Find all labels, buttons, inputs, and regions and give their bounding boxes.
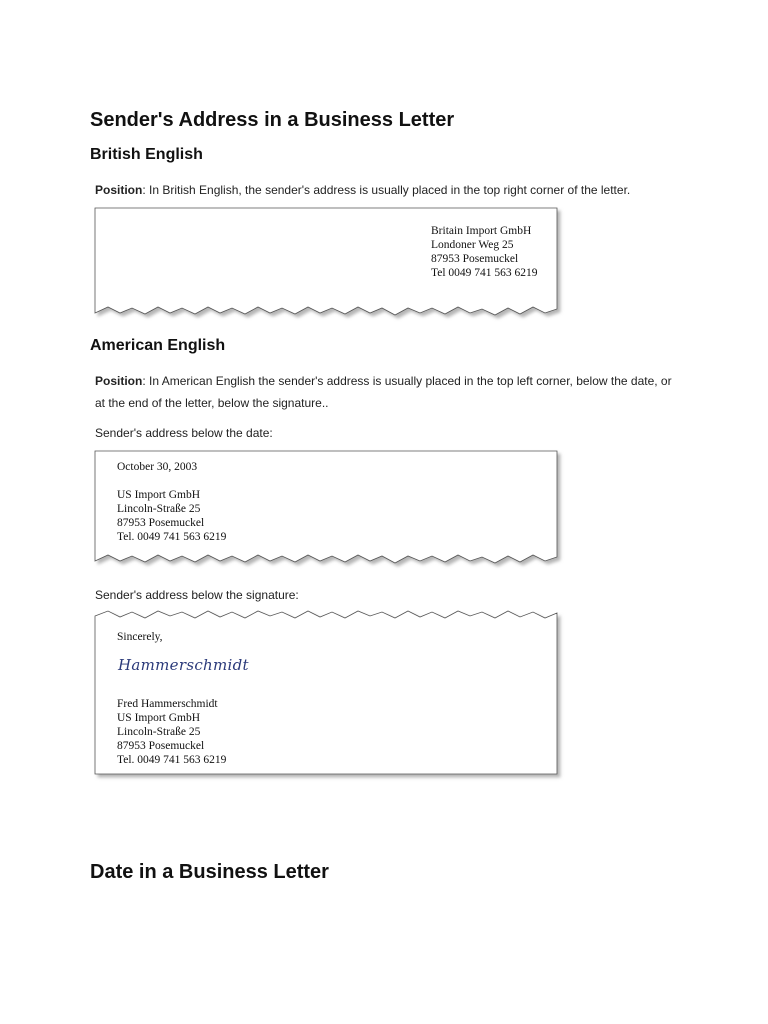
address-line: US Import GmbH [117, 712, 201, 724]
position-text: : In British English, the sender's address is usually placed in the top right corner of the letter. [142, 183, 631, 197]
closing-text: Sincerely, [117, 631, 163, 643]
letter-date: October 30, 2003 [117, 461, 198, 473]
address-line: 87953 Posemuckel [117, 517, 205, 529]
address-line: Lincoln-Straße 25 [117, 726, 201, 738]
address-line: US Import GmbH [117, 489, 201, 501]
below-signature-address [117, 697, 226, 767]
section-title-date: Date in a Business Letter [90, 861, 329, 883]
american-position-paragraph [95, 370, 675, 414]
caption-below-date: Sender's address below the date: [95, 426, 273, 440]
caption-below-signature: Sender's address below the signature: [95, 588, 299, 602]
heading-british-english: British English [90, 146, 203, 163]
address-line: Tel. 0049 741 563 6219 [117, 754, 227, 766]
address-line: Fred Hammerschmidt [117, 698, 218, 710]
british-position-paragraph [95, 179, 695, 201]
address-line: 87953 Posemuckel [117, 740, 205, 752]
address-line: Lincoln-Straße 25 [117, 503, 201, 515]
position-text: : In American English the sender's address is usually placed in the top left corner, below the date, or at the end of the letter, below the signature.. [95, 374, 672, 410]
address-line: Tel 0049 741 563 6219 [431, 267, 538, 279]
position-label: Position [95, 183, 143, 197]
handwritten-signature: Hammerschmidt [118, 656, 249, 674]
address-line: Britain Import GmbH [431, 225, 532, 237]
position-label: Position [95, 374, 143, 388]
heading-american-english: American English [90, 337, 226, 354]
below-date-letter-content [117, 460, 226, 544]
address-line: 87953 Posemuckel [431, 253, 519, 265]
address-line: Tel. 0049 741 563 6219 [117, 531, 227, 543]
british-sender-address [431, 224, 538, 280]
section-title-sender-address: Sender's Address in a Business Letter [90, 109, 455, 131]
address-line: Londoner Weg 25 [431, 239, 514, 251]
